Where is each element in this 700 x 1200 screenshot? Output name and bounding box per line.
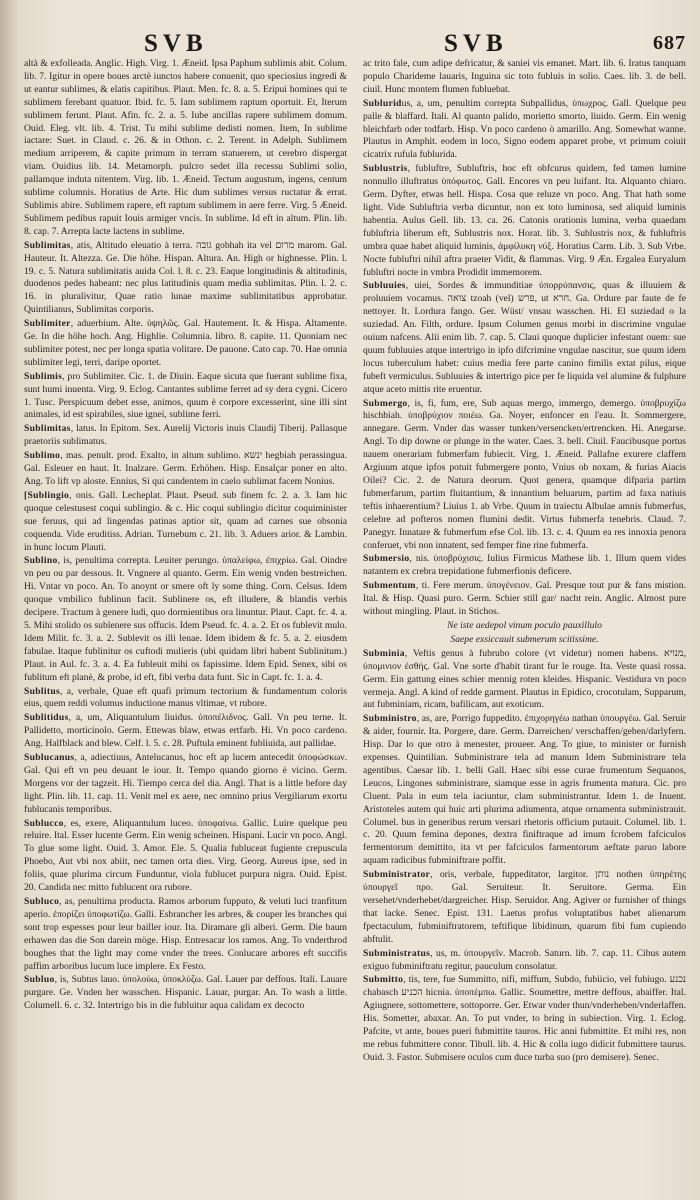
entry-body: ac trito fale, cum adipe defricatur, & saniei vis emanet. Mart. lib. 6. Iratus tanquam populo Charideme lauaris, Inguina sic toto fubluis in solio. Caes. lib. 3. de bell. ciuil. Hunc montem flumen fubluebat. (363, 58, 686, 95)
entry-headword: Sublucco (24, 817, 64, 829)
left-column (24, 58, 347, 1188)
dictionary-entry (363, 648, 686, 713)
entry-body: , tis, tere, fue Summitto, nifi, miffum, Subdo, fubiicio, vel fubiugo. נכנע chabasch הכניע hicnia. ὑποπέμπω. Gallic. Soumettre, mettre deffous, abaiffer. Ital. Agiugnere, sottomettere, sottoporre. Ger. Etwar vnder thun/vnderheben/vnderlaffen. His. Sometter, abaxar. An. To put vnder, to bring in subiection. Virg. 1. Eclog. Pafcite, vt ante, boues pueri fubmittite tauros. Hic anni fubmittite. Et mihi res, non me rebus fubmittere conor. Tibull. lib. 4. Hic & colla iugo didicit fubmittere taurus. Ouid. 3. Fastor. Submisere oculos cum duce turba suo (pro demisere). Senec. (363, 974, 686, 1063)
dictionary-entry (363, 280, 686, 396)
entry-headword: Subministrator (363, 869, 431, 881)
entry-body: altà & exfolleada. Anglic. High. Virg. 1. Æneid. Ipsa Paphum sublimis abit. Colum. lib. 7. Igitur in opere boues arctè iunctos habere conuenit, quo speciosius ingredi & ut eantur sublimes, & elatis capitibus. Plaut. Men. fc. 8. a. 5. Eripui homines qui te sublimem ferebant quatuor. Ibid. fc. 5. Iam sublimem raptum oportuit. Et, Iterum sublimem ferunt. Plaut. Afin. fc. 2. a. 5. Iube ancillas rapere sublimem domum. Ouid. Eleg. vlt. lib. 4. Trist. Tu mihi sublime dedisti nomen. Item, In sublime iactare: Suet. in Claud. c. 26. & in Othon. c. 2. Terent. in Adelph. Sublimem medium arriperem, & capite primum in terram statuerem, ut cerebro dispergat viam. Ouidius lib. 14. Metamorph. pulcro sedet illa recessu Sublimi solio, pallamque induta nitentem. Virg. lib. 1. Æneid. Tectum augustum, ingens, centum sublime columnis. Horatius de Arte. Hic dum sublimes versus ructatur & errat. Sublimis abire. Sublimem rapere, eft raptum sublimem in aere ferre. Virg. 5 Æneid. Sublimem pedibus rapuit Iouis armiger vncis. In sublime. Id eft in altum. Plin. lib. 8. cap. 7. Arrepta lacte lactens in sublime. (24, 58, 347, 237)
dictionary-entry (24, 423, 347, 449)
entry-headword: Submitto (363, 974, 404, 986)
entry-body: , Veftis genus à fubrubo colore (vt videtur) nomen habens. מנויא, ὑπομινιον ἐσθής. Gal. Vne sorte d'habit tirant fur le rouge. Ita. Veste quasi rossa. Germ. Ein gattung eines schier mennig roten kleides. Hispanic. Vestidura vn poco vermeja. Angl. A kind of redde garment. Plautus in Epidico, crocotulam, Supparum, aut fubminiam, ricam, bafilicam, aut exoticum. (363, 647, 686, 711)
dictionary-entry (24, 555, 347, 684)
entry-headword: Subminia (363, 647, 405, 659)
entry-headword: Sublitus (24, 685, 61, 697)
dictionary-entry (24, 752, 347, 817)
entry-headword: Subministratus (363, 947, 431, 959)
entry-headword: Sublino (24, 555, 58, 567)
dictionary-entry (24, 818, 347, 895)
entry-headword: Sublurid (363, 97, 402, 109)
entry-headword: Sublucanus (24, 752, 75, 764)
entry-headword: Sublimiter (24, 318, 71, 330)
running-head-right: SVB (444, 30, 508, 57)
binding-gutter-shadow (0, 0, 18, 1200)
entry-body: , aduerbium. Alte. ὑψηλῶς. Gal. Hautement. It. & Hispa. Altamente. Ge. In die höhe hoch. Ang. Highlie. Columnia. libro. 8. capite. 11. Quoniam nec sublimiter potest, nec per longa spatia volitare. De pauone. Cato cap. 70. Hae omnia sublimiter legi, terri, daripe oportet. (24, 318, 347, 368)
dictionary-entry (363, 974, 686, 1064)
dictionary-entry (363, 620, 686, 647)
dictionary-entry (24, 318, 347, 370)
running-head (24, 30, 686, 56)
entry-body: , pro Sublimiter. Cic. 1. de Diuin. Eaque sicuta que fuerant sublime fixa, sunt humi inuenta. Virg. 9. Eclog. Cantantes sublime ferret ad sy dera cygni. Cicero 1. Tusc. Perspicuum debet esse, animos, quum è corpore excesserint, sine illi sint animales, id est spirabiles, siue ignei, sublime ferri. (24, 370, 347, 421)
entry-headword: Submergo (363, 397, 408, 409)
verse-line: Ne iste aedepol vinum poculo pauxillulo (447, 619, 602, 631)
entry-headword: Subluuies (363, 280, 406, 292)
entry-headword: Subministro (363, 713, 417, 725)
entry-body: , a, adiectiuus, Antelucanus, hoc eft ap lucem antecedit ὑποφώσκων. Gal. Qui eft vn peu deuant le iour. It. Tempo quando giorno è vicino. Germ. Morgens vor der tagzeit. Hi. Tiempo cerca del dia. Angl. That is a little before day light. Plin. lib. 11. cap. 11. Venit mel ex aere, nec omnino prius Vergiliarum exortu fublucanis temporibus. (24, 752, 347, 815)
entry-headword: Sublimitas (24, 239, 71, 251)
dictionary-entry (24, 450, 347, 489)
dictionary-entry (24, 240, 347, 317)
entry-body: us, a, um, penultim correpta Subpallidus, ὑπωχρος. Gall. Quelque peu palle & blaffard. Itali. Al quanto palido, morietto smorto, liuido. Germ. Ein wenig bleichfarb oder todfarb. Hisp. Vn poco cardeno ò amarillo. Ang. Somewhat wanne. Plautus in Amphit. eodem in loco, Signo eodem apparet probe, vt primum coiuit cicatrix rufula fublurida. (363, 97, 686, 161)
entry-body: , a, verbale, Quae eft quafi primum tectorium & fundamentum coloris eius, quem reddi volumus inductione manus vltimae, vt rubore. (24, 685, 347, 710)
entry-body: , ti. Fere merum. ὑπογένειον. Gal. Presque tout pur & fans mistion. Ital. & Hisp. Quasi puro. Germ. Schier still gar/ nacht rein. Anglic. Almost pure without mingling. Plaut. in Stichos. (363, 580, 686, 618)
dictionary-entry (363, 580, 686, 619)
entry-headword: Subluco (24, 896, 60, 907)
entry-body: , atis, Altitudo eleuatio à terra. גובה gobhah ita vel מרום marom. Gal. Hauteur. It. Altezza. Ge. Die höhe. Hispan. Altura. An. High or highnesse. Plin. l. 19. c. 5. Natura sublimitatis auida Col. l. 8. c. 23. Eaque longitudinis & altitudinis, duodenos pedes habeant: nec plus latitudinis quam media sublimitas. Plin. l. 2. c. 16. in pluralivitur, Quae ratio lunae maxime sublimitatibus approbatur. Quintilianus, Sublimitas corporis. (24, 239, 347, 316)
dictionary-entry (363, 58, 686, 97)
entry-body: , is, penultima correpta. Leuiter perungo. ὑπαλείφω, ἐπιχρίω. Gal. Oindre vn peu ou par dessous. It. Vngnere al quanto. Germ. Ein wenig vnden bestreichen. Hi. Vntar vn poco. An. To anoynt or smere oft ly some thing. Corn. Celsus. Idem quoque vmbilico fublinun facit. Sublinere os, eft illudere, & blandis verbis decipere. Tractum à genere ludi, quo dormientibus ora linuntur. Plaut. Capt. fc. 4. a. 5. Mihi stolido os sublenere sus offucis. Idem Pseud. fc. 4. a. 2. Et os fublevit mulo. Idem Milit. fc. 3. a. 2. Sublevit os illi lenae. Idem ibidem & fc. 5. a. 2. eiusdem fabulae. Itaque fublinitur os cuftodi mulieris (ubi quidam libri habent Sublinitum.) Plaut. in Aul. fc. 3. a. 4. Ea fubleuit mihi os fapissime. Idem Epid. Senex, sibi os fublitum eft planè, & probe, id eft, fibi verba data funt. Sic in Capt. fc. 1. a. 4. (24, 555, 347, 683)
entry-body: , uiei, Sordes & immunditiae ὑπορρύπανσις, quas & illuuiem & proluuiem vocamus. צואה tzoah (vel) פרש, ut חרא. Ga. Ordure par faute de fe nettoyer. It. Lordura fango. Ger. Wüst/ vnsau wasschen. Hi. El suziedad o la suziedad. An. Filth, ordure. Ipsum Columen genus morbi in discrimine vngulae ouium nafcens. Alii enim lib. 7. cap. 5. Claui quoque duplicier infestant ouem: sue quum fubluuies atque intertrigo in ipfo difcrimine vngulae nascitur, sue quum idem locus tuberculum habet: cuius media fere parte canino fimilis extat pilus, eique fubeft vermiculus. Subluuies & intertrigo pice per fe liquida vel alumine & fulphure atque aceto mittis rite eruentur. (363, 280, 686, 395)
entry-body: , is, fi, fum, ere, Sub aquas mergo, immergo, demergo. ὑποβρυχίζω hischbiah. ὑποβρύχιον ποιέω. Ga. Noyer, enfoncer en l'eau. It. Sommergere, annegare. Germ. Vnder das wasser tunken/versencken/ertrencken. Hi. Anegarse. Angl. To dip downe or plunge in the water. Caes. 3. bell. Ciuil. Faucibusque portus nauem onerariam fubmerfam fubiecit. Virg. 1. Æneid. Pallafne exurere claffem Argiuum atque ipfos potuit fubmergere ponto, Vnius ob noxam, & furias Aiacis Oilei? Cic. 2. de Natura deorum. Quot genera, quamque difparia partim fubmerfarum, partim fluitantium, & innantium beluarum, partim ad faxa natiuis teftis inhaerentium? Liuius 1. ab Vrbe. Quum in traiectu Albulae amnis fubmerfus, celebre ad pofteros nomen flumini dedit. Virtus fubmerfa tenebris. Claud. 7. Panegyr. Innatare & fubmerfum efse Col. lib. 13. c. 4. Quum ea res innoxia penora conferuet, vbi non innatent, sed femper fine rine fubmerfa. (363, 397, 686, 551)
dictionary-entry (363, 713, 686, 868)
dictionary-entry (363, 948, 686, 974)
entry-body: , oris, verbale, fuppeditator, largitor. נותן nothen ὑπηρέτης ὑπουργεῖ προ. Gal. Seruiteur. It. Seruitore. Germa. Ein versehet/vnderhebet/dargreicher. Hisp. Seruidor. Ang. Agiver or furnisher of things that lacke. Senec. Epist. 131. Laetus profus voluptatibus habet alienarum fpectaculum, fubminiftratorem, teftifique libidinum, quarum fibi fum cupiendo abftulit. (363, 869, 686, 945)
entry-headword: Subluo (24, 974, 55, 986)
entry-headword: Sublustris (363, 163, 408, 175)
page-number: 687 (653, 32, 686, 54)
entry-headword: Sublimis (24, 370, 63, 382)
entry-body: , latus. In Epitom. Sex. Aurelij Victoris inuis Claudij Tiberij. Pallasque praetoriis sublimatus. (24, 423, 347, 448)
entry-headword: Submentum (363, 580, 416, 592)
entry-body: , es, exere, Aliquantulum luceo. ὑποφαίνω. Gallic. Luire quelque peu reluire. Ital. Esser lucente Germ. Ein wenig scheinen. Hispani. Lucir vn poco. Angl. To glue some light. Ouid. 3. Amor. Ele. 5. Qualia fubluceat fugiente crepuscula Phoebo, Aut vbi nox abiit, nec tamen orta dies. Virg. Georg. Aureus ipse, sed in foliis, quae plurima circum Funduntur, viola fublucet purpura nigra. Ouid. Epist. 20. Candida nec mitto fublucent ora rubore. (24, 817, 347, 894)
dictionary-entry (363, 398, 686, 553)
dictionary-entry (363, 553, 686, 579)
dictionary-entry (24, 712, 347, 751)
entry-headword: Submersio (363, 553, 410, 565)
dictionary-entry (363, 869, 686, 946)
right-column (363, 58, 686, 1188)
entry-body: , as, are, Porrigo fuppedito. ἐπιχορηγέω nathan ὑπουργέω. Gal. Seruir & aider, fournir. Ita. Porgere, dare. Germ. Darreichen/ verschaffen/geben/darlyfern. Hisp. Dar lo que otro à menester, proueer. Ang. To giue, to minister or furnish expenses. Quintilian. Subministrare tela ad manum Idem Subministrare tela agentibus. Caesar lib. 1. belli Gall. Haec sibi esse curae frumentum Sequanos, Leucos, Lingones subministrare, siamque esse in agris frumenta matura. Cic. pro Cluent. Pala in eum tela iaciuntur, clam subministrantur. Idem 1. de Inuent. Aristoteles autem qui huic arti plurima adiumenta, atque ornamenta subministrauit. Columel. bus in generibus rerum versari rhetoris officium putauit. Columel. lib. 1. c. 20. Quum femina depones, dextra finiftraque ad imum fcrobem fafciculos fermentorum demittito, ita vt per fafciculos farmentorum aeftate paruo labore aquam radicibus fubminiftrare poffit. (363, 713, 686, 867)
dictionary-entry (24, 896, 347, 973)
entry-body: , mas. penult. prod. Exalto, in altum sublimo. ינשא hegbiah perassingua. Gal. Esleuer en haut. It. Inalzare. Germ. Erhöhen. Hisp. Ensalçar poner en alto. Ang. To lift vp aloste. Ennius, Si qui candentem in caelo sublimat facem Nonius. (24, 450, 347, 487)
dictionary-entry (24, 686, 347, 712)
entry-body: , as, penultima producta. Ramos arborum fupputo, & veluti luci tranfitum aperio. ἐπορίζει ὑποφωτίζω. Galli. Esbrancher les arbres, & couper les branches qui sont trop espesses pour leur bailler iour. Ita. Diramare gli alberi. Germ. Die baum erhawen das die Son darein möge. Hisp. Entresacar los ramos. Ang. To vnderthrod boughes that the light may come vnder the trees. Conlucare arbores eft succifis paffim arboribus lucum luce implere. Ex Festo. (24, 896, 347, 972)
dictionary-entry (24, 490, 347, 555)
dictionary-entry (24, 974, 347, 1013)
dictionary-entry (24, 371, 347, 423)
entry-headword: Sublimo (24, 450, 61, 462)
dictionary-entry (363, 163, 686, 279)
entry-body: , a, um, Aliquantulum liuidus. ὑποπέλιδνος. Gall. Vn peu terne. It. Pallidetto, morticinolo. Germ. Ettewas blaw, etwas ertfarb. Hi. Vn poco cardeno. Ang. Halfblack and blew. Celf. l. 5. c. 28. Puftula eminent fubliuida, aut pallidae. (24, 712, 347, 750)
entry-headword: Sublitidus (24, 712, 69, 724)
entry-headword: [Sublingio (24, 489, 70, 501)
verse-line: Saepe exsiccauit submerum scitissime. (450, 633, 599, 645)
text-columns (24, 58, 686, 1188)
entry-body: , nis. ὑποβρύχισις. Iulius Firmicus Mathese lib. 1. Illum quem vides natantem ex crebra trepidatione fubmerfionis deficere. (363, 553, 686, 578)
entry-headword: Sublimitas (24, 423, 71, 435)
entry-body: , fubluftre, Subluftris, hoc eft obfcurus quidem, fed tamen lumine nonnullo illuftratus ὑπόφωτος. Gall. Encores vn peu luifant. Ita. Alquanto chiaro. Germ. Dyfter, etwas hell. Hispa. Cosa que reluze vn poco. Ang. That hath some light. Vide Subluftria verba dicuntur, non ex toto luminosa, sed aliquid luminis habentia. Aulus Gell. lib. 13. ca. 26. Catonis orationis lumina, verba quaedam fubluftria liberum eft, Sublustris nox. Horat. lib. 3. Sublustris nox, & fubluftris umbra quae habet aliquid luminis, ἀμφίλυκη νύξ. Horatius Carm. Lib. 3. Sub Vrbe. Nocte fubluftri nihil aftra praeter Vidit, & flammas. Virg. 9 Æn. Ergalea Euryalum fubluftri nocte in vmbra Prodidit immemorem. (363, 163, 686, 278)
dictionary-entry (363, 98, 686, 163)
entry-body: , us, m. ὑπουργεῖν. Macrob. Saturn. lib. 7. cap. 11. Cibus autem exiguo fubminiftratu regitur, pauculum consolatur. (363, 947, 686, 972)
entry-body: , is, Subtus lauo. ὑπολούω, ὑποκλύζω. Gal. Lauer par deffous. Itali. Lauare purgare. Ge. Vnden her wasschen. Hispanic. Lauar, purgar. An. To wash a little. Columell. 6. c. 32. Intertrigo bis in die fubluitur aqua calidam ex decocto (24, 974, 347, 1012)
running-head-left: SVB (144, 30, 208, 57)
entry-body: , onis. Gall. Lecheplat. Plaut. Pseud. sub finem fc. 2. a. 3. Iam hic quoque celestusest coqui sublingio. & c. Hic coqui sublingio dicitur coquiminister sue feruus, qui ad lingendas patinas aptior sit, quam ad carnes sue obsonia coquenda. Vide eruditiss. Adrian. Turnebum c. 21. lib. 3. Aduers arior. & Lambin. in hunc locum Plauti. (24, 489, 347, 553)
dictionary-entry (24, 58, 347, 239)
